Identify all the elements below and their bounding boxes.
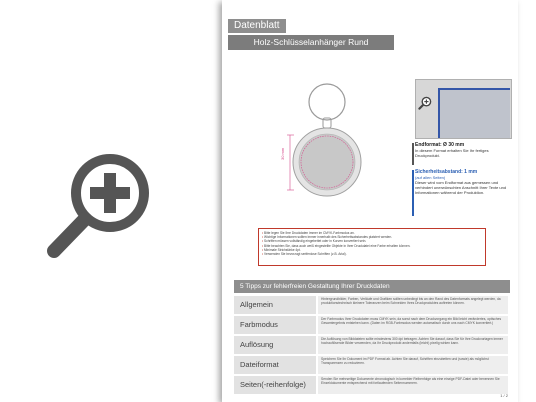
safe-distance-text: Dieser wird vom Endformat aus gemessen und verhindert unerwünschten Anschnitt Ihrer Texte und Informationen während der Produktion. — [415, 180, 507, 195]
tip-label: Farbmodus — [234, 316, 316, 334]
tip-row — [234, 336, 510, 356]
note-item: • Bitte beachten Sie, dass auch weiß eingestellte Objekte in Ihrer Druckdatei eine Farbe erhalten können. — [262, 244, 482, 248]
dimension-label: 30 mm — [280, 147, 285, 160]
tip-text: Senden Sie mehrseitige Dokumente chronologisch in korrekter Reihenfolge als eine einzige PDF-Datei oder benennen Sie Einzeldokumente entsprechend mit fortlaufenden Seitennummern. — [318, 376, 508, 394]
tip-text: Die Auflösung von Bilddateien sollte mindestens 300 dpi betragen. Achten Sie darauf, dass Sie für Ihre Druckvorlagen immer hochauflösende Bilder verwenden, da Ihr Druckprodukt andernfalls (leicht) pixelig wirken kann. — [318, 336, 508, 354]
info-divider-blue — [412, 170, 414, 216]
safe-distance-info — [415, 170, 513, 195]
tips-header: 5 Tipps zur fehlerfreien Gestaltung Ihrer Druckdaten — [234, 280, 510, 293]
end-format-info — [415, 143, 513, 158]
product-title: Holz-Schlüsselanhänger Rund — [228, 35, 394, 50]
format-edge-preview — [438, 88, 510, 138]
print-notes — [258, 228, 486, 266]
tip-row — [234, 376, 510, 396]
tip-label: Auflösung — [234, 336, 316, 354]
tip-row — [234, 316, 510, 336]
note-item: • Schriften müssen vollständig eingebettet oder in Kurven konvertiert sein. — [262, 239, 482, 243]
datasheet-title: Datenblatt — [228, 19, 286, 33]
detail-preview — [415, 79, 512, 139]
zoom-in-magnifier-icon[interactable] — [40, 145, 160, 265]
zoom-in-icon[interactable] — [418, 96, 432, 110]
note-item: • Wichtige Informationen sollten immer innerhalb des Sicherheitsabstandes platziert werden. — [262, 235, 482, 239]
note-item: • Verwenden Sie bevorzugt serifenlose Schriften (z.B. Arial). — [262, 252, 482, 256]
tip-text: Hintergrundbilder, Farben, Verläufe und Grafiken sollten unbedingt bis an den Rand des Datenformats angelegt werden, da produktionstechnisch kleinere Toleranzen beim Schneiden Ihres Druckproduktes auftreten können. — [318, 296, 508, 314]
tip-label: Seiten(-reihenfolge) — [234, 376, 316, 394]
safe-distance-sub: (auf allen Seiten) — [415, 175, 446, 180]
tip-row — [234, 296, 510, 316]
note-item: • Bitte legen Sie Ihre Druckdaten immer im CMYK-Farbmodus an. — [262, 231, 482, 235]
tip-label: Dateiformat — [234, 356, 316, 374]
tip-row — [234, 356, 510, 376]
safe-distance-heading: Sicherheitsabstand: 1 mm — [415, 169, 478, 175]
tip-text: Speichern Sie Ihr Dokument im PDF Format ab. Achten Sie darauf, Schriften einzubetten und (sowie) als möglichst Transparenzen zu reduzieren. — [318, 356, 508, 374]
info-divider — [412, 143, 414, 165]
datasheet-page — [222, 0, 518, 402]
tip-text: Der Farbmodus Ihrer Druckdaten muss CMYK sein, da sonst nach dem Druckvorgang ein Bild leicht verändertes, optisches Gesamtergebnis entstehen kann. (Daten im RGB-Farbmodus werden automatisch durch uns nach CMYK konvertiert.) — [318, 316, 508, 334]
note-item: • Minimale Strichstärke 4pt. — [262, 248, 482, 252]
end-format-text: In diesem Format erhalten Sie Ihr fertiges Druckprodukt. — [415, 148, 489, 158]
end-format-heading: Endformat: Ø 30 mm — [415, 142, 465, 148]
keyring-illustration — [282, 80, 372, 200]
tip-label: Allgemein — [234, 296, 316, 314]
page-number: 1 / 2 — [500, 393, 508, 398]
